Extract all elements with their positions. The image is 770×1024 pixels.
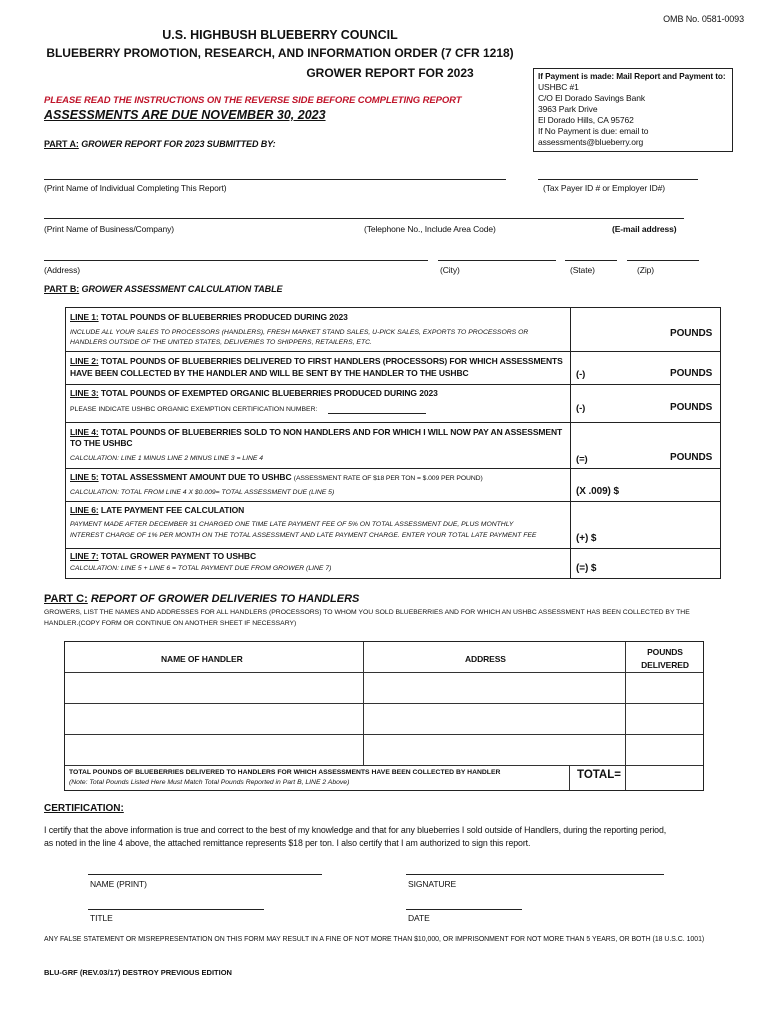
part-c-instructions: GROWERS, LIST THE NAMES AND ADDRESSES FOR ALL HANDLERS (PROCESSORS) TO WHOM YOU SOLD BLUEBERRIES AND FOR WHICH AN USHBC ASSESSMENT HAS BEEN COLLECTED BY THE xyxy=(44,609,690,616)
certification-text: as noted in the line 4 above, the attached remittance represents $18 per ton. I also certify that I am authorized to sign this report. xyxy=(44,838,531,848)
line6-sub: INTEREST CHARGE OF 1% PER MONTH ON THE TOTAL ASSESSMENT AND LATE PAYMENT CHARGE. ENTER YOUR TOTAL LATE PAYMENT FEE xyxy=(70,532,537,539)
line1-unit: POUNDS xyxy=(670,328,713,339)
handler-pounds-input[interactable] xyxy=(627,736,701,763)
title-label: TITLE xyxy=(90,913,113,923)
signature-line[interactable] xyxy=(406,874,664,875)
line2-title: TOTAL POUNDS OF BLUEBERRIES DELIVERED TO FIRST HANDLERS (PROCESSORS) FOR WHICH ASSESSMENTS xyxy=(100,356,563,366)
line7-sign: (=) $ xyxy=(576,563,597,574)
taxid-line[interactable] xyxy=(538,179,698,180)
line2-row xyxy=(70,356,563,366)
line1-title: TOTAL POUNDS OF BLUEBERRIES PRODUCED DURING 2023 xyxy=(100,312,348,322)
name-print-line[interactable] xyxy=(88,874,322,875)
due-date: ASSESSMENTS ARE DUE NOVEMBER 30, 2023 xyxy=(44,108,326,122)
total-label: TOTAL= xyxy=(577,769,621,781)
city-line[interactable] xyxy=(438,260,556,261)
part-a-label: PART A: xyxy=(44,139,79,149)
certification-text: I certify that the above information is true and correct to the best of my knowledge and that for any blueberries I sold outside of Handlers, during the reporting period, xyxy=(44,825,667,835)
organic-cert-number-line[interactable] xyxy=(328,413,426,414)
line6-sub: PAYMENT MADE AFTER DECEMBER 31 CHARGED ONE TIME LATE PAYMENT FEE OF 5% ON TOTAL ASSESSMENT DUE, PLUS MONTHLY xyxy=(70,521,514,528)
date-label: DATE xyxy=(408,913,430,923)
line5-title: TOTAL ASSESSMENT AMOUNT DUE TO USHBC xyxy=(100,472,292,482)
print-name-label: (Print Name of Individual Completing This Report) xyxy=(44,183,227,193)
handler-pounds-input[interactable] xyxy=(627,705,701,732)
line4-row xyxy=(70,427,562,437)
line3-row xyxy=(70,388,438,398)
line7-title: TOTAL GROWER PAYMENT TO USHBC xyxy=(100,551,257,561)
line6-row xyxy=(70,505,244,515)
instructions-notice: PLEASE READ THE INSTRUCTIONS ON THE REVERSE SIDE BEFORE COMPLETING REPORT xyxy=(44,95,462,106)
mail-line: C/O El Dorado Savings Bank xyxy=(538,93,646,103)
name-print-label: NAME (PRINT) xyxy=(90,879,147,889)
line7-head: LINE 7: xyxy=(70,551,99,561)
line2-sign: (-) xyxy=(576,369,586,380)
zip-label: (Zip) xyxy=(637,265,654,275)
state-line[interactable] xyxy=(565,260,617,261)
taxid-label: (Tax Payer ID # or Employer ID#) xyxy=(543,183,665,193)
line5-row xyxy=(70,472,483,482)
mail-title: If Payment is made: Mail Report and Payment to: xyxy=(538,71,726,81)
line3-sign: (-) xyxy=(576,403,586,414)
line4-head: LINE 4: xyxy=(70,427,99,437)
false-statement-warning: ANY FALSE STATEMENT OR MISREPRESENTATION ON THIS FORM MAY RESULT IN A FINE OF NOT MORE THAN $10,000, OR IMPRISONMENT FOR NOT MORE THAN 5 YEARS, OR BOTH (18 U.S.C. 1001) xyxy=(44,936,705,943)
handler-pounds-input[interactable] xyxy=(627,674,701,701)
part-c-title: REPORT OF GROWER DELIVERIES TO HANDLERS xyxy=(90,593,360,605)
line3-title: TOTAL POUNDS OF EXEMPTED ORGANIC BLUEBERRIES PRODUCED DURING 2023 xyxy=(100,388,438,398)
col-handler-name: NAME OF HANDLER xyxy=(161,654,243,664)
mail-payment-box xyxy=(533,68,733,152)
line5-rate: (ASSESSMENT RATE OF $18 PER TON = $.009 PER POUND) xyxy=(293,475,483,482)
line1-sub: HANDLERS OUTSIDE OF THE UNITED STATES, DELIVERIES TO SHIPPERS, RETAILERS, ETC. xyxy=(70,339,372,346)
part-b-title: GROWER ASSESSMENT CALCULATION TABLE xyxy=(81,284,283,294)
line6-head: LINE 6: xyxy=(70,505,99,515)
line5-sign: (X .009) $ xyxy=(576,486,619,497)
handler-name-input[interactable] xyxy=(67,674,361,701)
col-delivered: DELIVERED xyxy=(641,660,689,670)
city-label: (City) xyxy=(440,265,460,275)
handler-table xyxy=(64,641,704,791)
business-line[interactable] xyxy=(44,218,684,219)
mail-line: El Dorado Hills, CA 95762 xyxy=(538,115,634,125)
line6-title: LATE PAYMENT FEE CALCULATION xyxy=(100,505,245,515)
col-pounds: POUNDS xyxy=(647,647,683,657)
total-pounds-input[interactable] xyxy=(627,767,701,788)
form-footer: BLU-GRF (REV.03/17) DESTROY PREVIOUS EDITION xyxy=(44,968,232,977)
report-title: GROWER REPORT FOR 2023 xyxy=(306,66,474,80)
handler-name-input[interactable] xyxy=(67,705,361,732)
handler-name-input[interactable] xyxy=(67,736,361,763)
line2-unit: POUNDS xyxy=(670,368,713,379)
handler-address-input[interactable] xyxy=(365,736,623,763)
business-label: (Print Name of Business/Company) xyxy=(44,224,175,234)
handler-address-input[interactable] xyxy=(365,674,623,701)
mail-email: assessments@blueberry.org xyxy=(538,137,644,147)
state-label: (State) xyxy=(570,265,595,275)
line4-unit: POUNDS xyxy=(670,452,713,463)
address-line[interactable] xyxy=(44,260,428,261)
certification-title: CERTIFICATION: xyxy=(44,803,124,814)
total-description: TOTAL POUNDS OF BLUEBERRIES DELIVERED TO HANDLERS FOR WHICH ASSESSMENTS HAVE BEEN COLLECTED BY HANDLER xyxy=(69,769,501,776)
line7-row xyxy=(70,551,256,561)
part-c-label: PART C: xyxy=(44,593,88,605)
signature-label: SIGNATURE xyxy=(408,879,457,889)
zip-line[interactable] xyxy=(627,260,699,261)
order-title: BLUEBERRY PROMOTION, RESEARCH, AND INFORMATION ORDER (7 CFR 1218) xyxy=(46,46,514,60)
council-title: U.S. HIGHBUSH BLUEBERRY COUNCIL xyxy=(162,28,398,42)
part-c-instructions: HANDLER.(COPY FORM OR CONTINUE ON ANOTHER SHEET IF NECESSARY) xyxy=(44,620,297,627)
line5-calc: CALCULATION: TOTAL FROM LINE 4 X $0.009= TOTAL ASSESSMENT DUE (LINE 5) xyxy=(70,489,335,496)
line4-title: TOTAL POUNDS OF BLUEBERRIES SOLD TO NON HANDLERS AND FOR WHICH I WILL NOW PAY AN ASSESSMENT xyxy=(100,427,563,437)
line7-calc: CALCULATION: LINE 5 + LINE 6 = TOTAL PAYMENT DUE FROM GROWER (LINE 7) xyxy=(70,565,332,572)
omb-number: OMB No. 0581-0093 xyxy=(663,14,744,24)
part-a-title: GROWER REPORT FOR 2023 SUBMITTED BY: xyxy=(81,139,276,149)
line4-sign: (=) xyxy=(576,454,588,465)
line1-sub: INCLUDE ALL YOUR SALES TO PROCESSORS (HANDLERS), FRESH MARKET STAND SALES, U-PICK SALES, EXPORTS TO PROCESSORS OR xyxy=(70,329,529,336)
line4-calc: CALCULATION: LINE 1 MINUS LINE 2 MINUS LINE 3 = LINE 4 xyxy=(70,455,264,462)
print-name-line[interactable] xyxy=(44,179,506,180)
calculation-table xyxy=(65,307,721,579)
line1-head: LINE 1: xyxy=(70,312,99,322)
line3-unit: POUNDS xyxy=(670,402,713,413)
line1-row xyxy=(70,312,348,322)
col-address: ADDRESS xyxy=(465,654,506,664)
line6-sign: (+) $ xyxy=(576,533,597,544)
line3-sub: PLEASE INDICATE USHBC ORGANIC EXEMPTION CERTIFICATION NUMBER: xyxy=(70,406,318,413)
email-label: (E-mail address) xyxy=(612,224,677,234)
date-line[interactable] xyxy=(406,909,522,910)
mail-line: If No Payment is due: email to xyxy=(538,126,649,136)
line5-head: LINE 5: xyxy=(70,472,99,482)
mail-line: USHBC #1 xyxy=(538,82,579,92)
handler-address-input[interactable] xyxy=(365,705,623,732)
title-line[interactable] xyxy=(88,909,264,910)
line1-input[interactable] xyxy=(572,310,662,348)
line4-title2: TO THE USHBC xyxy=(70,438,133,448)
phone-label: (Telephone No., Include Area Code) xyxy=(364,224,496,234)
line3-head: LINE 3: xyxy=(70,388,99,398)
line2-head: LINE 2: xyxy=(70,356,99,366)
line2-input[interactable] xyxy=(596,354,666,382)
mail-line: 3963 Park Drive xyxy=(538,104,598,114)
part-b-label: PART B: xyxy=(44,284,80,294)
line2-title2: HAVE BEEN COLLECTED BY THE HANDLER AND WILL BE SENT BY THE HANDLER TO THE USHBC xyxy=(70,368,469,378)
address-label: (Address) xyxy=(44,265,80,275)
total-note: (Note: Total Pounds Listed Here Must Match Total Pounds Reported in Part B, LINE 2 Above) xyxy=(69,779,350,786)
